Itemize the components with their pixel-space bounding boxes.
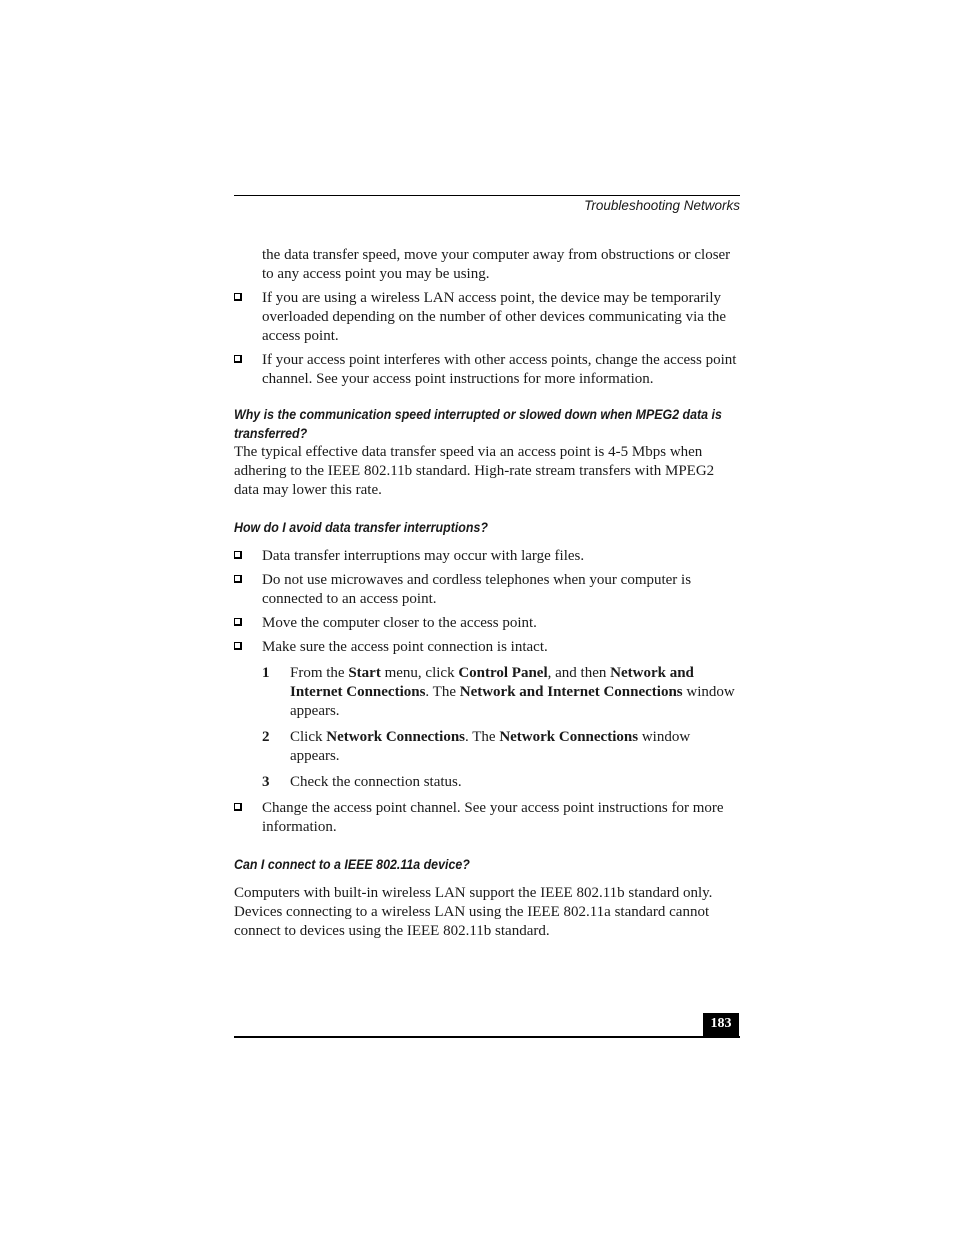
running-header: Troubleshooting Networks	[584, 198, 740, 213]
step-text: menu, click	[380, 665, 459, 681]
checkbox-bullet-icon	[234, 551, 242, 559]
bullet-list	[234, 547, 740, 837]
step-text: , and then	[547, 665, 611, 681]
list-item	[234, 547, 740, 566]
step-3	[262, 773, 740, 792]
ui-term-network-connections-window: Network Connections	[499, 729, 639, 745]
list-item	[234, 351, 740, 389]
list-item-text: Make sure the access point connection is intact.	[262, 639, 548, 655]
list-item-text: Change the access point channel. See your access point instructions for more information.	[262, 800, 724, 835]
list-item-text: Move the computer closer to the access point.	[262, 615, 537, 631]
ui-term-network-connections: Network Connections	[326, 729, 465, 745]
checkbox-bullet-icon	[234, 803, 242, 811]
step-2	[262, 728, 740, 766]
step-text: . The	[425, 684, 460, 700]
header-rule	[234, 195, 740, 196]
step-number: 1	[262, 665, 270, 681]
step-text: window appears.	[290, 729, 691, 764]
list-item	[234, 799, 740, 837]
list-item-text: Data transfer interruptions may occur with large files.	[262, 548, 585, 564]
list-item-text: Do not use microwaves and cordless telephones when your computer is connected to an access point.	[262, 572, 692, 607]
step-number: 2	[262, 729, 270, 745]
list-item	[234, 571, 740, 609]
list-item-text: If you are using a wireless LAN access point, the device may be temporarily overloaded depending on the number of other devices communicating via the access point.	[262, 290, 727, 344]
step-number: 3	[262, 774, 270, 790]
ui-term-control-panel: Control Panel	[458, 665, 548, 681]
step-text: window appears.	[290, 684, 735, 719]
list-item-text: If your access point interferes with other access points, change the access point channel. See your access point instructions for more information.	[262, 352, 737, 387]
continued-paragraph: the data transfer speed, move your computer away from obstructions or closer to any access point you may be using.	[262, 247, 731, 282]
ui-term-network-internet-window: Network and Internet Connections	[459, 684, 683, 700]
page-number: 183	[703, 1013, 739, 1037]
list-item	[234, 638, 740, 657]
question-heading: How do I avoid data transfer interruptions?	[234, 520, 488, 535]
step-text: From the	[290, 665, 349, 681]
answer-paragraph: The typical effective data transfer speed via an access point is 4-5 Mbps when adhering to the IEEE 802.11b standard. High-rate stream transfers with MPEG2 data may lower this rate.	[234, 444, 715, 498]
numbered-steps	[234, 664, 740, 792]
step-text: Click	[290, 729, 327, 745]
checkbox-bullet-icon	[234, 642, 242, 650]
checkbox-bullet-icon	[234, 355, 242, 363]
answer-paragraph: Computers with built-in wireless LAN support the IEEE 802.11b standard only. Devices connecting to a wireless LAN using the IEEE 802.11a standard cannot connect to devices using the IEEE 802.11b standard.	[234, 885, 713, 939]
step-text: Check the connection status.	[290, 774, 462, 790]
list-item	[234, 614, 740, 633]
question-heading: Why is the communication speed interrupted or slowed down when MPEG2 data is transferred?	[234, 407, 722, 441]
step-1	[262, 664, 740, 721]
question-heading: Can I connect to a IEEE 802.11a device?	[234, 857, 470, 872]
ui-term-network-internet: Network and Internet Connections	[290, 665, 694, 700]
page-body	[234, 246, 740, 941]
footer-rule	[234, 1036, 740, 1038]
list-item	[234, 289, 740, 346]
step-text: . The	[465, 729, 500, 745]
ui-term-start: Start	[348, 665, 381, 681]
checkbox-bullet-icon	[234, 575, 242, 583]
checkbox-bullet-icon	[234, 618, 242, 626]
checkbox-bullet-icon	[234, 293, 242, 301]
